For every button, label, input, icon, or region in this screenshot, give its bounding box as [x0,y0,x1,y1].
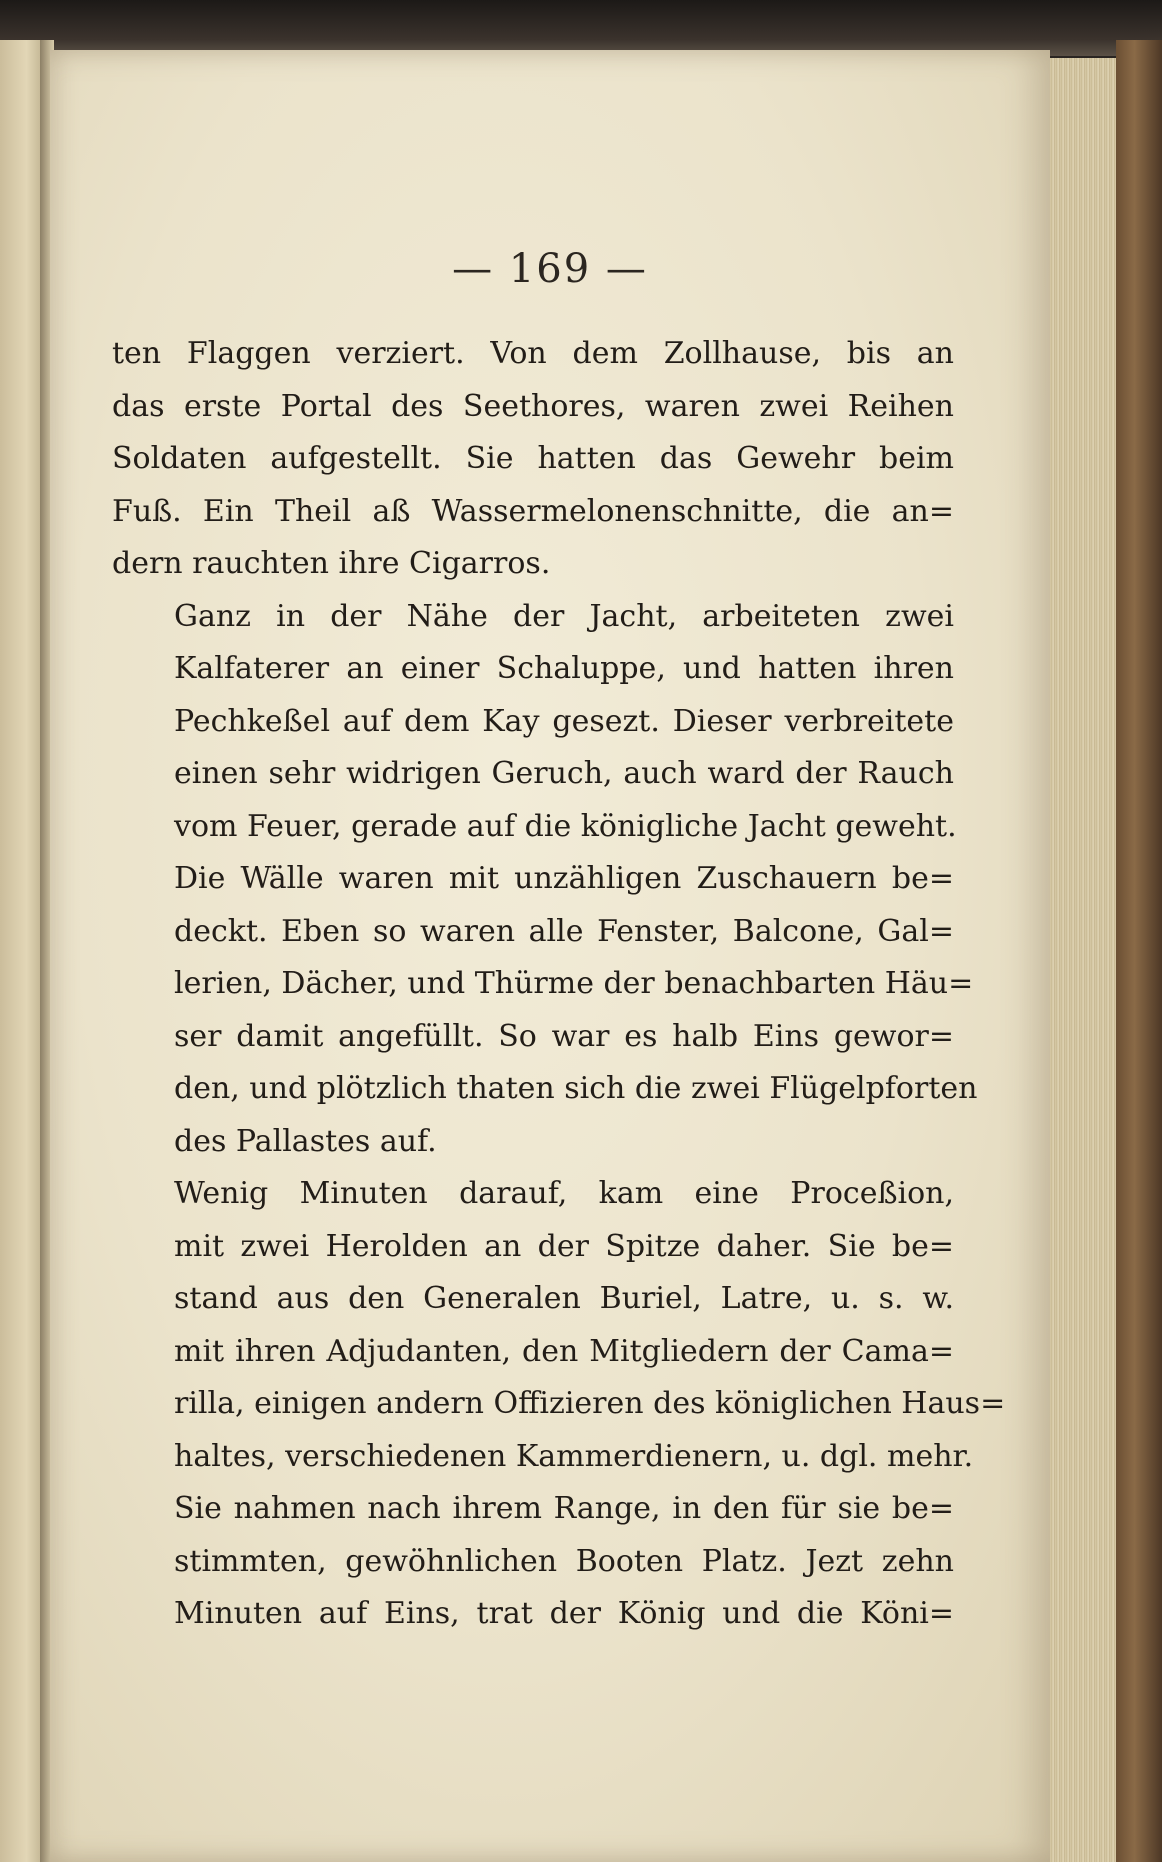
text-line: das erste Portal des Seethores, waren zwei Reihen [112,388,954,424]
text-line: Pechkeßel auf dem Kay gesezt. Dieser verbreitete [174,703,954,739]
text-line: dern rauchten ihre Cigarros. [112,546,551,581]
text-line: Wenig Minuten darauf, kam eine Proceßion, [174,1176,954,1211]
text-line: mit ihren Adjudanten, den Mitgliedern der Cama= [174,1333,954,1369]
text-line: rilla, einigen andern Offizieren des königlichen Haus= [174,1386,1006,1421]
page-number: — 169 — [452,246,648,292]
text-line: Ganz in der Nähe der Jacht, arbeiteten zwei [174,598,954,634]
text-line: den, und plötzlich thaten sich die zwei Flügelpforten [174,1071,978,1106]
text-line: vom Feuer, gerade auf die königliche Jacht geweht. [174,808,957,844]
book-page [50,50,1050,1862]
body-text [112,328,1006,1641]
text-line: einen sehr widrigen Geruch, auch ward der Rauch [174,756,954,791]
text-line: haltes, verschiedenen Kammerdienern, u. dgl. mehr. [174,1438,974,1474]
text-line: Kalfaterer an einer Schaluppe, und hatten ihren [174,651,954,686]
text-line: Sie nahmen nach ihrem Range, in den für sie be= [174,1491,954,1526]
paragraph-3 [112,1168,1006,1641]
text-line: stand aus den Generalen Buriel, Latre, u. s. w. [174,1281,954,1316]
text-line: deckt. Eben so waren alle Fenster, Balcone, Gal= [174,913,954,949]
text-line: mit zwei Herolden an der Spitze daher. Sie be= [174,1228,954,1264]
text-line: Fuß. Ein Theil aß Wassermelonenschnitte, die an= [112,493,954,529]
paragraph-1 [112,328,954,591]
text-line: des Pallastes auf. [174,1123,437,1159]
page-block-edges [1050,58,1116,1862]
text-line: stimmten, gewöhnlichen Booten Platz. Jezt zehn [174,1543,954,1579]
text-line: ser damit angefüllt. So war es halb Eins gewor= [174,1018,954,1054]
paragraph-2 [112,591,978,1169]
text-line: Minuten auf Eins, trat der König und die Köni= [174,1596,954,1631]
book-cover-edge [1116,40,1162,1862]
text-line: Soldaten aufgestellt. Sie hatten das Gewehr beim [112,441,954,476]
text-line: lerien, Dächer, und Thürme der benachbarten Häu= [174,966,974,1001]
binding-top-edge [0,0,1162,56]
text-line: Die Wälle waren mit unzähligen Zuschauern be= [174,861,954,896]
text-line: ten Flaggen verziert. Von dem Zollhause, bis an [112,336,954,371]
